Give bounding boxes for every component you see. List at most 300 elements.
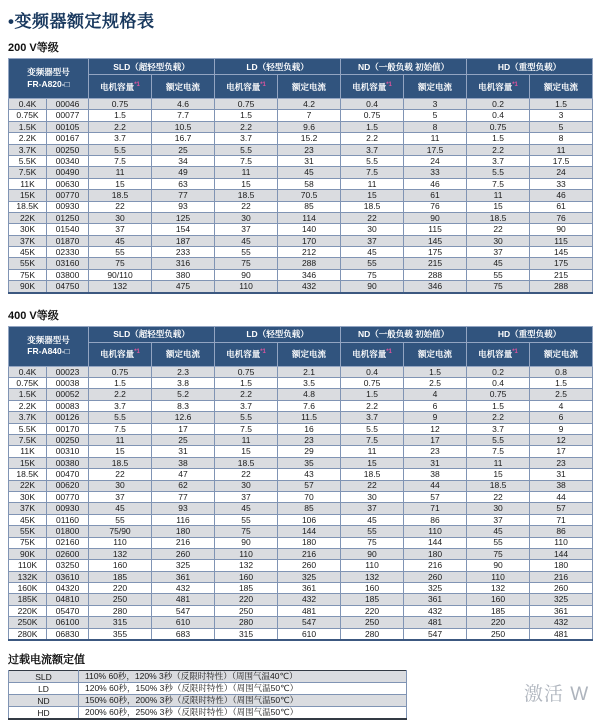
load-group-header: SLD（超轻型负载） — [89, 59, 215, 75]
table-cell: 110 — [341, 560, 404, 571]
header-group-row — [9, 59, 593, 75]
table-cell: 24 — [530, 167, 593, 178]
table-cell: 37 — [341, 235, 404, 246]
table-cell: 432 — [278, 281, 341, 293]
table-cell: 1.5 — [341, 389, 404, 400]
table-cell: 2.2 — [89, 121, 152, 132]
table-cell: 00930 — [47, 201, 89, 212]
overload-load-type: HD — [9, 707, 79, 720]
table-row — [9, 155, 593, 166]
table-cell: 3.7 — [215, 133, 278, 144]
table-row — [9, 121, 593, 132]
table-cell: 37 — [215, 224, 278, 235]
table-cell: 2.2 — [215, 121, 278, 132]
table-cell: 220 — [89, 583, 152, 594]
section-label-400v: 400 V等级 — [8, 309, 59, 322]
table-cell: 31 — [278, 155, 341, 166]
table-cell: 1.5 — [215, 378, 278, 389]
table-cell: 0.4 — [467, 378, 530, 389]
table-row — [9, 434, 593, 445]
table-cell: 280K — [9, 628, 47, 640]
table-cell: 154 — [152, 224, 215, 235]
table-cell: 260 — [278, 560, 341, 571]
table-cell: 481 — [530, 628, 593, 640]
table-cell: 11K — [9, 446, 47, 457]
table-cell: 55 — [89, 514, 152, 525]
load-group-header: SLD（超轻型负载） — [89, 326, 215, 342]
table-cell: 18.5 — [215, 190, 278, 201]
column-header-label: 额定电流 — [418, 81, 453, 92]
table-row — [9, 378, 593, 389]
table-cell: 45 — [278, 167, 341, 178]
table-cell: 185 — [89, 571, 152, 582]
table-row — [9, 560, 593, 571]
column-header-label: 额定电流 — [544, 349, 579, 360]
table-cell: 45 — [467, 526, 530, 537]
column-header — [89, 75, 152, 99]
table-cell: 11.5 — [278, 412, 341, 423]
table-cell: 6 — [530, 412, 593, 423]
table-cell: 93 — [152, 201, 215, 212]
table-cell: 125 — [152, 212, 215, 223]
column-header-label: 额定电流 — [292, 349, 327, 360]
table-cell: 55K — [9, 258, 47, 269]
model-code: FR-A820-□ — [27, 78, 70, 89]
spacer — [8, 294, 592, 307]
table-cell: 5.5 — [215, 144, 278, 155]
footnote-marker: *1 — [134, 81, 140, 88]
table-cell: 75 — [341, 269, 404, 280]
table-cell: 37K — [9, 235, 47, 246]
table-cell: 55 — [341, 526, 404, 537]
table-cell: 90K — [9, 548, 47, 559]
table-cell: 220 — [467, 617, 530, 628]
table-cell: 3.7 — [341, 412, 404, 423]
overload-load-type: LD — [9, 683, 79, 695]
table-cell: 30 — [215, 480, 278, 491]
table-cell: 547 — [404, 628, 467, 640]
table-cell: 185K — [9, 594, 47, 605]
table-cell: 30K — [9, 224, 47, 235]
table-cell: 160K — [9, 583, 47, 594]
load-group-header: HD（重型负载） — [467, 326, 593, 342]
table-cell: 180 — [404, 548, 467, 559]
table-cell: 25 — [152, 434, 215, 445]
table-cell: 1.5 — [530, 99, 593, 110]
table-cell: 03610 — [47, 571, 89, 582]
model-header — [9, 326, 89, 366]
table-cell: 23 — [278, 434, 341, 445]
table-cell: 30 — [467, 235, 530, 246]
table-cell: 325 — [152, 560, 215, 571]
table-cell: 132 — [215, 560, 278, 571]
column-header — [89, 342, 152, 366]
table-cell: 23 — [404, 446, 467, 457]
table-cell: 30 — [467, 503, 530, 514]
table-cell: 3.7 — [215, 400, 278, 411]
table-cell: 8 — [530, 133, 593, 144]
table-cell: 18.5 — [341, 201, 404, 212]
overload-table — [8, 670, 407, 720]
table-cell: 2.2 — [341, 400, 404, 411]
table-cell: 01870 — [47, 235, 89, 246]
table-cell: 4.2 — [278, 99, 341, 110]
table-cell: 00620 — [47, 480, 89, 491]
table-cell: 116 — [152, 514, 215, 525]
table-cell: 160 — [341, 583, 404, 594]
table-cell: 0.8 — [530, 366, 593, 377]
table-cell: 11 — [89, 167, 152, 178]
table-cell: 00770 — [47, 491, 89, 502]
table-cell: 18.5 — [215, 457, 278, 468]
column-header — [215, 75, 278, 99]
table-cell: 00038 — [47, 378, 89, 389]
table-cell: 45 — [341, 514, 404, 525]
table-cell: 9.6 — [278, 121, 341, 132]
table-cell: 144 — [530, 548, 593, 559]
table-cell: 3.7 — [89, 400, 152, 411]
table-cell: 170 — [278, 235, 341, 246]
table-cell: 7.5 — [89, 423, 152, 434]
table-cell: 33 — [404, 167, 467, 178]
table-cell: 481 — [152, 594, 215, 605]
table-cell: 250 — [467, 628, 530, 640]
table-cell: 00077 — [47, 110, 89, 121]
table-cell: 0.75 — [341, 110, 404, 121]
overload-row — [9, 683, 407, 695]
table-cell: 55 — [467, 269, 530, 280]
table-cell: 220K — [9, 605, 47, 616]
table-cell: 45 — [215, 503, 278, 514]
table-cell: 5.5 — [467, 167, 530, 178]
table-cell: 22 — [89, 469, 152, 480]
table-cell: 17 — [152, 423, 215, 434]
table-cell: 00023 — [47, 366, 89, 377]
table-cell: 37 — [89, 224, 152, 235]
table-cell: 23 — [278, 144, 341, 155]
footnote-marker: *1 — [512, 349, 518, 356]
table-cell: 18.5 — [467, 480, 530, 491]
table-cell: 683 — [152, 628, 215, 640]
table-row — [9, 224, 593, 235]
table-cell: 144 — [278, 526, 341, 537]
table-row — [9, 457, 593, 468]
table-cell: 0.75 — [215, 366, 278, 377]
header-group-row — [9, 326, 593, 342]
table-cell: 280 — [215, 617, 278, 628]
table-cell: 30 — [341, 224, 404, 235]
table-cell: 02160 — [47, 537, 89, 548]
table-cell: 00052 — [47, 389, 89, 400]
table-cell: 260 — [530, 583, 593, 594]
table-cell: 06830 — [47, 628, 89, 640]
table-cell: 547 — [278, 617, 341, 628]
table-cell: 5.2 — [152, 389, 215, 400]
table-cell: 75 — [215, 526, 278, 537]
table-cell: 325 — [404, 583, 467, 594]
table-cell: 4 — [530, 400, 593, 411]
table-cell: 01160 — [47, 514, 89, 525]
model-label: 变频器型号 — [27, 334, 70, 345]
table-cell: 45 — [89, 235, 152, 246]
table-cell: 90K — [9, 281, 47, 293]
table-cell: 0.4 — [467, 110, 530, 121]
table-cell: 22 — [341, 212, 404, 223]
table-cell: 3.7 — [341, 144, 404, 155]
table-row — [9, 201, 593, 212]
column-header-label: 电机容量 — [226, 81, 261, 92]
table-cell: 7.6 — [278, 400, 341, 411]
table-row — [9, 167, 593, 178]
table-cell: 22K — [9, 480, 47, 491]
table-row — [9, 133, 593, 144]
table-cell: 610 — [278, 628, 341, 640]
table-cell: 15 — [89, 446, 152, 457]
table-cell: 1.5 — [89, 110, 152, 121]
table-cell: 288 — [278, 258, 341, 269]
table-cell: 47 — [152, 469, 215, 480]
table-cell: 132 — [467, 583, 530, 594]
table-row — [9, 99, 593, 110]
table-cell: 280 — [89, 605, 152, 616]
table-row — [9, 583, 593, 594]
table-row — [9, 144, 593, 155]
table-cell: 15K — [9, 457, 47, 468]
table-cell: 03160 — [47, 258, 89, 269]
table-cell: 04810 — [47, 594, 89, 605]
table-cell: 93 — [152, 503, 215, 514]
table-cell: 86 — [530, 526, 593, 537]
table-cell: 33 — [530, 178, 593, 189]
table-cell: 7.5K — [9, 434, 47, 445]
table-cell: 76 — [404, 201, 467, 212]
table-cell: 2.5 — [404, 378, 467, 389]
table-cell: 0.4 — [341, 366, 404, 377]
table-cell: 132K — [9, 571, 47, 582]
overload-rating-text: 150% 60秒，200% 3秒（反限时特性）（周围气温50℃） — [79, 695, 407, 707]
table-cell: 0.75 — [467, 389, 530, 400]
table-row — [9, 110, 593, 121]
table-cell: 46 — [404, 178, 467, 189]
table-cell: 3.8 — [152, 378, 215, 389]
table-row — [9, 178, 593, 189]
table-cell: 15 — [467, 469, 530, 480]
table-cell: 1.5 — [530, 378, 593, 389]
table-cell: 0.2 — [467, 366, 530, 377]
table-cell: 90 — [404, 212, 467, 223]
table-cell: 1.5 — [89, 378, 152, 389]
table-cell: 01800 — [47, 526, 89, 537]
table-cell: 75 — [341, 537, 404, 548]
table-cell: 0.75 — [341, 378, 404, 389]
table-cell: 00083 — [47, 400, 89, 411]
table-cell: 316 — [152, 258, 215, 269]
table-cell: 6 — [404, 400, 467, 411]
overload-rating-text: 200% 60秒，250% 3秒（反限时特性）（周围气温50℃） — [79, 707, 407, 720]
table-cell: 75 — [89, 258, 152, 269]
table-cell: 3.7 — [89, 133, 152, 144]
table-cell: 315 — [89, 617, 152, 628]
table-cell: 35 — [278, 457, 341, 468]
table-cell: 288 — [530, 281, 593, 293]
table-cell: 16 — [278, 423, 341, 434]
column-header-label: 额定电流 — [166, 349, 201, 360]
model-label: 变频器型号 — [27, 67, 70, 78]
table-cell: 5.5 — [215, 412, 278, 423]
table-cell: 1.5K — [9, 389, 47, 400]
table-row — [9, 503, 593, 514]
table-row — [9, 366, 593, 377]
table-cell: 00470 — [47, 469, 89, 480]
table-row — [9, 247, 593, 258]
table-cell: 75/90 — [89, 526, 152, 537]
table-cell: 44 — [530, 491, 593, 502]
column-header-label: 额定电流 — [544, 81, 579, 92]
overload-title: 过载电流额定值 — [8, 654, 85, 667]
column-header — [152, 342, 215, 366]
table-cell: 8 — [404, 121, 467, 132]
table-cell: 22 — [215, 201, 278, 212]
table-cell: 90 — [467, 560, 530, 571]
table-cell: 140 — [278, 224, 341, 235]
table-cell: 5.5 — [467, 434, 530, 445]
table-cell: 11 — [341, 446, 404, 457]
table-cell: 11 — [467, 457, 530, 468]
table-cell: 55 — [215, 514, 278, 525]
table-row — [9, 423, 593, 434]
table-cell: 18.5K — [9, 469, 47, 480]
table-cell: 114 — [278, 212, 341, 223]
table-cell: 10.5 — [152, 121, 215, 132]
overload-load-type: SLD — [9, 671, 79, 683]
section-label-200v: 200 V等级 — [8, 42, 59, 54]
table-cell: 11 — [215, 434, 278, 445]
table-cell: 22 — [341, 480, 404, 491]
table-cell: 00046 — [47, 99, 89, 110]
table-cell: 11 — [530, 144, 593, 155]
table-cell: 2.1 — [278, 366, 341, 377]
table-row — [9, 605, 593, 616]
table-cell: 2.2 — [467, 144, 530, 155]
table-cell: 110 — [89, 537, 152, 548]
table-cell: 144 — [404, 537, 467, 548]
table-cell: 45K — [9, 247, 47, 258]
overload-row — [9, 671, 407, 683]
table-cell: 0.75 — [89, 99, 152, 110]
table-cell: 55 — [89, 247, 152, 258]
table-cell: 7.5 — [215, 155, 278, 166]
table-cell: 18.5 — [89, 190, 152, 201]
table-cell: 37 — [467, 514, 530, 525]
watermark: 激活 W — [524, 684, 590, 705]
table-cell: 3 — [404, 99, 467, 110]
table-cell: 547 — [152, 605, 215, 616]
table-row — [9, 571, 593, 582]
column-header — [530, 75, 593, 99]
table-cell: 55 — [467, 537, 530, 548]
table-cell: 01540 — [47, 224, 89, 235]
table-cell: 12.6 — [152, 412, 215, 423]
load-group-header: LD（轻型负载） — [215, 59, 341, 75]
table-cell: 45K — [9, 514, 47, 525]
header-sub-row — [9, 342, 593, 366]
table-row — [9, 469, 593, 480]
table-cell: 7.5 — [215, 423, 278, 434]
table-cell: 45 — [89, 503, 152, 514]
table-cell: 110 — [215, 548, 278, 559]
overload-load-type: ND — [9, 695, 79, 707]
table-cell: 62 — [152, 480, 215, 491]
column-header-label: 额定电流 — [292, 81, 327, 92]
table-cell: 7.5 — [467, 446, 530, 457]
table-cell: 34 — [152, 155, 215, 166]
table-cell: 2.2K — [9, 400, 47, 411]
table-cell: 75 — [467, 281, 530, 293]
table-cell: 361 — [530, 605, 593, 616]
column-header-label: 电机容量 — [226, 349, 261, 360]
table-cell: 361 — [278, 583, 341, 594]
table-cell: 250 — [89, 594, 152, 605]
table-cell: 90 — [530, 224, 593, 235]
table-cell: 17 — [530, 446, 593, 457]
table-cell: 22 — [89, 201, 152, 212]
table-cell: 7.5 — [467, 178, 530, 189]
footnote-marker: *1 — [386, 81, 392, 88]
table-cell: 0.2 — [467, 99, 530, 110]
table-cell: 346 — [404, 281, 467, 293]
table-cell: 0.4K — [9, 366, 47, 377]
table-cell: 57 — [404, 491, 467, 502]
table-row — [9, 235, 593, 246]
table-cell: 5 — [530, 121, 593, 132]
table-cell: 45 — [215, 235, 278, 246]
table-cell: 185 — [215, 583, 278, 594]
table-cell: 03250 — [47, 560, 89, 571]
table-cell: 1.5 — [341, 121, 404, 132]
table-cell: 61 — [530, 201, 593, 212]
table-cell: 110K — [9, 560, 47, 571]
table-cell: 0.75 — [215, 99, 278, 110]
table-cell: 00170 — [47, 423, 89, 434]
table-cell: 85 — [278, 201, 341, 212]
table-cell: 185 — [341, 594, 404, 605]
table-cell: 18.5 — [467, 212, 530, 223]
table-cell: 145 — [530, 247, 593, 258]
table-cell: 280 — [341, 628, 404, 640]
table-cell: 160 — [215, 571, 278, 582]
table-cell: 44 — [404, 480, 467, 491]
table-cell: 132 — [89, 548, 152, 559]
table-cell: 0.4 — [341, 99, 404, 110]
table-cell: 220 — [341, 605, 404, 616]
overload-rating-text: 110% 60秒，120% 3秒（反限时特性）（周围气温40℃） — [79, 671, 407, 683]
table-cell: 43 — [278, 469, 341, 480]
table-cell: 355 — [89, 628, 152, 640]
table-cell: 00770 — [47, 190, 89, 201]
table-cell: 11 — [341, 178, 404, 189]
table-cell: 17.5 — [404, 144, 467, 155]
table-cell: 86 — [404, 514, 467, 525]
load-group-header: HD（重型负载） — [467, 59, 593, 75]
table-cell: 7.5 — [341, 434, 404, 445]
table-cell: 7 — [278, 110, 341, 121]
table-row — [9, 491, 593, 502]
footnote-marker: *1 — [260, 81, 266, 88]
table-cell: 38 — [530, 480, 593, 491]
table-cell: 30 — [215, 212, 278, 223]
table-cell: 233 — [152, 247, 215, 258]
table-cell: 02330 — [47, 247, 89, 258]
